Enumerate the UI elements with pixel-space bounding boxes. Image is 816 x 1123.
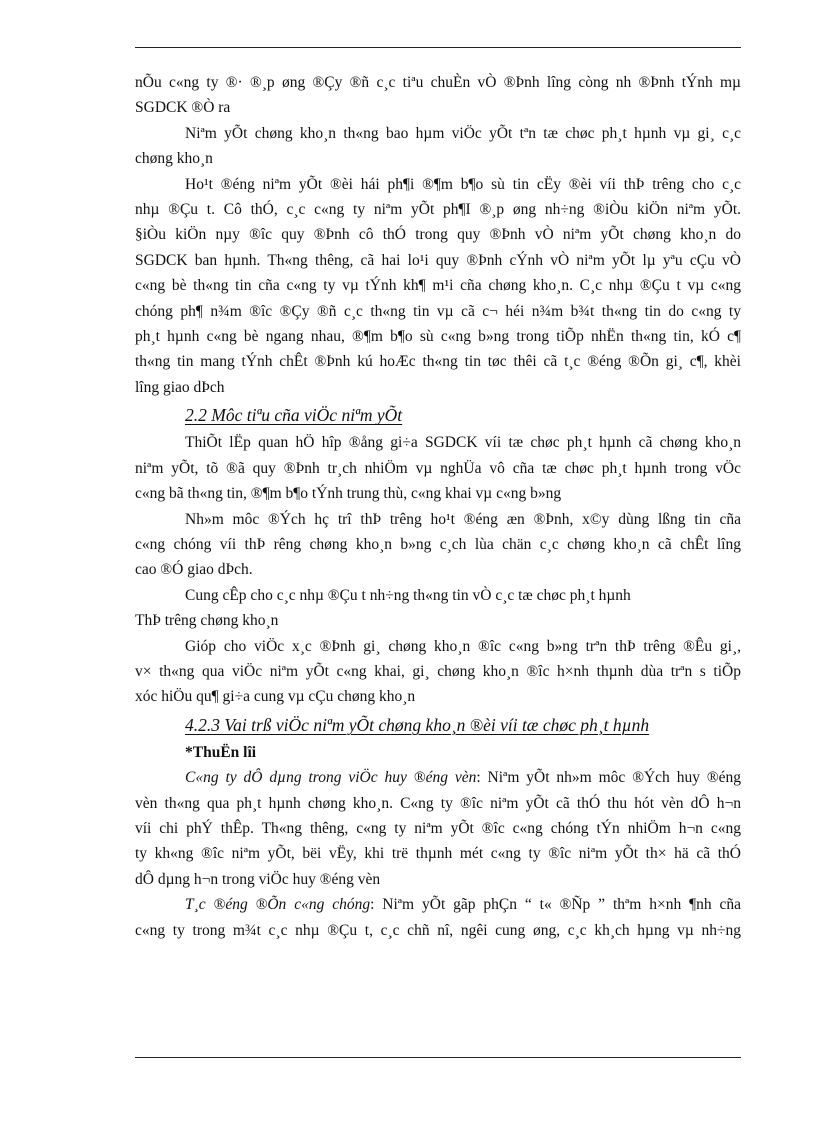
text-line: c«ng chóng víi thÞ rêng chøng kho¸n b»ng c¸ch lùa chän c¸c chøng kho¸n cã chÊt lîng (135, 535, 741, 553)
text-line: c«ng bè th«ng tin cña c«ng ty vµ tÝnh kh¶ m¹i cña chøng kho¸n. C¸c nhµ ®Çu t vµ c«ng (135, 277, 741, 295)
paragraph (135, 892, 741, 943)
subheading: *ThuËn lîi (185, 743, 257, 761)
text-line: nhµ ®Çu t. Cô thÓ, c¸c c«ng ty niªm yÕt ph¶I ®¸p øng nh÷ng ®iÒu kiÖn niªm yÕt. (135, 201, 741, 219)
text-line: ThiÕt lËp quan hÖ hîp ®ång gi÷a SGDCK víi tæ chøc ph¸t hµnh cã chøng kho¸n (185, 434, 741, 452)
text-line: ty kh«ng ®îc niªm yÕt, bëi vËy, khi trë thµnh mét c«ng ty ®îc niªm yÕt th× hä cã thÓ (135, 845, 741, 863)
text-line: dÔ dµng h¬n trong viÖc huy ®éng vèn (135, 870, 381, 888)
text-line: Cung cÊp cho c¸c nhµ ®Çu t nh÷ng th«ng tin vÒ c¸c tæ chøc ph¸t hµnh (185, 586, 631, 604)
text-line: §iÒu kiÖn nµy ®îc quy ®Þnh cô thÓ trong quy ®Þnh vÒ niªm yÕt chøng kho¸n do (135, 226, 741, 244)
footer-rule (135, 1057, 741, 1058)
paragraph (135, 70, 741, 121)
text-line: ph¸t hµnh c«ng bè ngang nhau, ®¶m b¶o sù c«ng b»ng trong tiÕp nhËn th«ng tin, kÓ c¶ (135, 328, 741, 346)
document-body (135, 70, 741, 943)
paragraph (135, 430, 741, 506)
lead-phrase: C«ng ty dÔ dµng trong viÖc huy ®éng vèn (185, 769, 477, 787)
header-rule (135, 47, 741, 48)
text-line: niªm yÕt, tõ ®ã quy ®Þnh tr¸ch nhiÖm vµ nghÜa vô cña tæ chøc ph¸t hµnh trong vÖc (135, 459, 741, 477)
text-line: v× th«ng qua viÖc niªm yÕt c«ng khai, gi¸ chøng kho¸n ®îc h×nh thµnh dùa trªn s tiÕp (135, 662, 741, 680)
text-line: Nh»m môc ®Ých hç trî thÞ trêng ho¹t ®éng æn ®Þnh, x©y dùng lßng tin cña (185, 510, 741, 528)
text-line: chóng ph¶ n¾m ®îc ®Çy ®ñ c¸c th«ng tin vµ cã c¬ héi n¾m b¾t th«ng tin do c«ng ty (135, 302, 741, 320)
text-line: Gióp cho viÖc x¸c ®Þnh gi¸ chøng kho¸n ®îc c«ng b»ng trªn thÞ trêng ®Êu gi¸, (185, 637, 741, 655)
text-line: xóc hiÖu qu¶ gi÷a cung vµ cÇu chøng kho¸n (135, 688, 416, 706)
text-line: SGDCK ®Ò ra (135, 99, 231, 117)
text-line: c«ng ty trong m¾t c¸c nhµ ®Çu t, c¸c chñ nî, ngêi cung øng, c¸c kh¸ch hµng vµ nh÷ng (135, 921, 741, 939)
text-line: Ho¹t ®éng niªm yÕt ®èi hái ph¶i ®¶m b¶o sù tin cËy ®èi víi thÞ trêng cho c¸c (185, 175, 741, 193)
text-line: nÕu c«ng ty ®· ®¸p øng ®Çy ®ñ c¸c tiªu chuÈn vÒ ®Þnh lîng còng nh ®Þnh tÝnh mµ (135, 74, 741, 91)
text-run: : Niªm yÕt nh»m môc ®Ých huy ®éng (476, 769, 741, 787)
text-line: SGDCK ban hµnh. Th«ng thêng, cã hai lo¹i quy ®Þnh cÝnh vÒ niªm yÕt lµ yªu cÇu vÒ (135, 251, 741, 269)
lead-phrase: T¸c ®éng ®Õn c«ng chóng (185, 896, 371, 914)
paragraph (135, 634, 741, 710)
paragraph (135, 507, 741, 583)
section-heading: 2.2 Môc tiªu cña viÖc niªm yÕt (185, 405, 403, 426)
paragraph (135, 765, 741, 892)
text-line (135, 892, 741, 917)
text-line: ThÞ trêng chøng kho¸n (135, 612, 279, 630)
text-line: vèn th«ng qua ph¸t hµnh chøng kho¸n. C«ng ty ®îc niªm yÕt cã thÓ thu hót vèn dÔ h¬n (135, 794, 741, 812)
text-line: th«ng tin mang tÝnh chÊt ®Þnh kú hoÆc th«ng tin tøc thêi cã t¸c ®éng ®Õn gi¸ c¶, khèi (135, 353, 741, 371)
text-line: víi chi phÝ thÊp. Th«ng thêng, c«ng ty niªm yÕt ®îc c«ng chóng tÝn nhiÖm h¬n c«ng (135, 819, 741, 837)
text-line (135, 765, 741, 790)
paragraph (135, 172, 741, 401)
text-line: c«ng bã th«ng tin, ®¶m b¶o tÝnh trung thù, c«ng khai vµ c«ng b»ng (135, 485, 562, 503)
text-line: cao ®Ó giao dÞch. (135, 561, 253, 579)
section-heading: 4.2.3 Vai trß viÖc niªm yÕt chøng kho¸n ®èi víi tæ chøc ph¸t hµnh (185, 714, 650, 735)
text-line: lîng giao dÞch (135, 378, 225, 396)
text-line: chøng kho¸n (135, 150, 213, 168)
paragraph (135, 608, 741, 633)
paragraph (135, 583, 741, 608)
text-line: Niªm yÕt chøng kho¸n th«ng bao hµm viÖc yÕt tªn tæ chøc ph¸t hµnh vµ gi¸ c¸c (185, 124, 741, 142)
paragraph (135, 121, 741, 172)
text-run: : Niªm yÕt gãp phÇn “ t« ®Ñp ” thªm h×nh ¶nh cña (370, 896, 742, 914)
